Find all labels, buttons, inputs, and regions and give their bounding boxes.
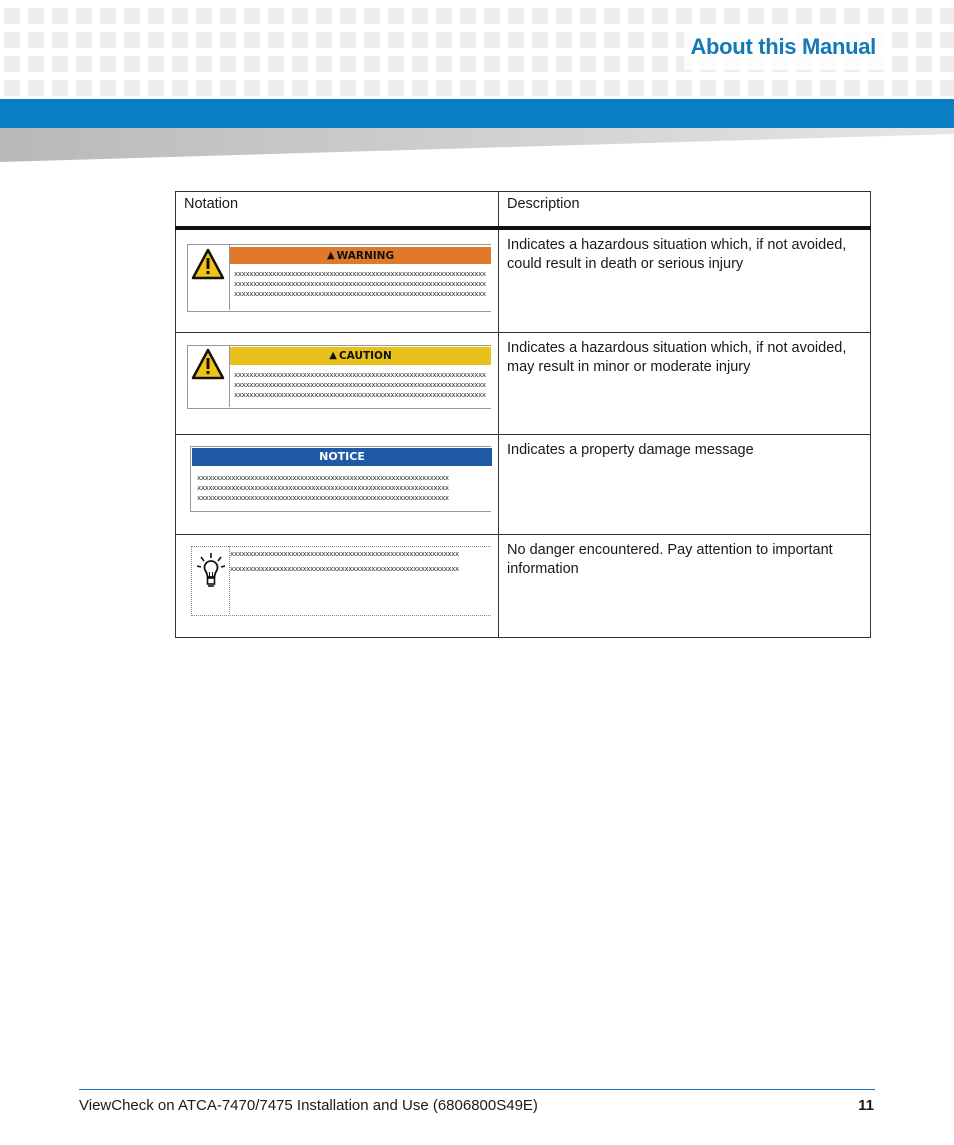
table-row (176, 332, 871, 434)
caution-banner (230, 347, 491, 365)
table-row (176, 228, 871, 332)
table-row (176, 434, 871, 534)
notice-banner (192, 448, 492, 466)
page-number: 11 (858, 1097, 874, 1114)
warning-triangle-icon (191, 248, 225, 280)
alert-small-icon: ▲ (326, 250, 335, 261)
tip-text-line: xxxxxxxxxxxxxxxxxxxxxxxxxxxxxxxxxxxxxxxxxxxxxxxxxxxxxxxxxxxx (230, 564, 459, 573)
warning-text-line: xxxxxxxxxxxxxxxxxxxxxxxxxxxxxxxxxxxxxxxxxxxxxxxxxxxxxxxxxxxxxxxxxx (234, 280, 486, 288)
footer-rule (79, 1089, 875, 1090)
caution-text-line: xxxxxxxxxxxxxxxxxxxxxxxxxxxxxxxxxxxxxxxxxxxxxxxxxxxxxxxxxxxxxxxxxx (234, 380, 486, 389)
header-grey-wedge (0, 128, 954, 164)
notice-text-line: xxxxxxxxxxxxxxxxxxxxxxxxxxxxxxxxxxxxxxxxxxxxxxxxxxxxxxxxxxxxxxxxxx (197, 483, 449, 492)
notice-notation-cell (176, 434, 499, 534)
warning-banner (230, 247, 491, 264)
caution-text-line: xxxxxxxxxxxxxxxxxxxxxxxxxxxxxxxxxxxxxxxxxxxxxxxxxxxxxxxxxxxxxxxxxx (234, 370, 486, 379)
footer-document-title: ViewCheck on ATCA-7470/7475 Installation and Use (6806800S49E) (79, 1097, 538, 1114)
alert-small-icon: ▲ (329, 350, 337, 361)
warning-notation-cell (176, 228, 499, 332)
warning-text-line: xxxxxxxxxxxxxxxxxxxxxxxxxxxxxxxxxxxxxxxxxxxxxxxxxxxxxxxxxxxxxxxxxx (234, 270, 486, 278)
table-header-row (176, 192, 871, 229)
lightbulb-icon (197, 552, 225, 592)
notation-table (175, 191, 871, 638)
warning-text-line: xxxxxxxxxxxxxxxxxxxxxxxxxxxxxxxxxxxxxxxxxxxxxxxxxxxxxxxxxxxxxxxxxx (234, 290, 486, 298)
tip-sign (191, 546, 492, 616)
tip-description: No danger encountered. Pay attention to important information (499, 534, 871, 637)
tip-text-line: xxxxxxxxxxxxxxxxxxxxxxxxxxxxxxxxxxxxxxxxxxxxxxxxxxxxxxxxxxxx (230, 549, 459, 558)
notice-text-line: xxxxxxxxxxxxxxxxxxxxxxxxxxxxxxxxxxxxxxxxxxxxxxxxxxxxxxxxxxxxxxxxxx (197, 473, 449, 482)
notice-sign (190, 446, 492, 512)
notice-description: Indicates a property damage message (499, 434, 871, 534)
table-row (176, 534, 871, 637)
caution-notation-cell (176, 332, 499, 434)
warning-sign (187, 244, 492, 312)
caution-description: Indicates a hazardous situation which, if not avoided, may result in minor or moderate injury (499, 332, 871, 434)
caution-triangle-icon (191, 348, 225, 380)
caution-sign (187, 345, 492, 409)
warning-description: Indicates a hazardous situation which, if not avoided, could result in death or serious injury (499, 228, 871, 332)
notice-signal-word: NOTICE (319, 450, 365, 463)
caution-signal-word: CAUTION (338, 349, 392, 362)
caution-text-line: xxxxxxxxxxxxxxxxxxxxxxxxxxxxxxxxxxxxxxxxxxxxxxxxxxxxxxxxxxxxxxxxxx (234, 390, 486, 399)
header-notation: Notation (176, 192, 499, 229)
page-title: About this Manual (690, 34, 876, 59)
header-description: Description (499, 192, 871, 229)
header-blue-band (0, 99, 954, 128)
notice-text-line: xxxxxxxxxxxxxxxxxxxxxxxxxxxxxxxxxxxxxxxxxxxxxxxxxxxxxxxxxxxxxxxxxx (197, 493, 449, 502)
warning-signal-word: WARNING (336, 249, 395, 262)
tip-notation-cell (176, 534, 499, 637)
